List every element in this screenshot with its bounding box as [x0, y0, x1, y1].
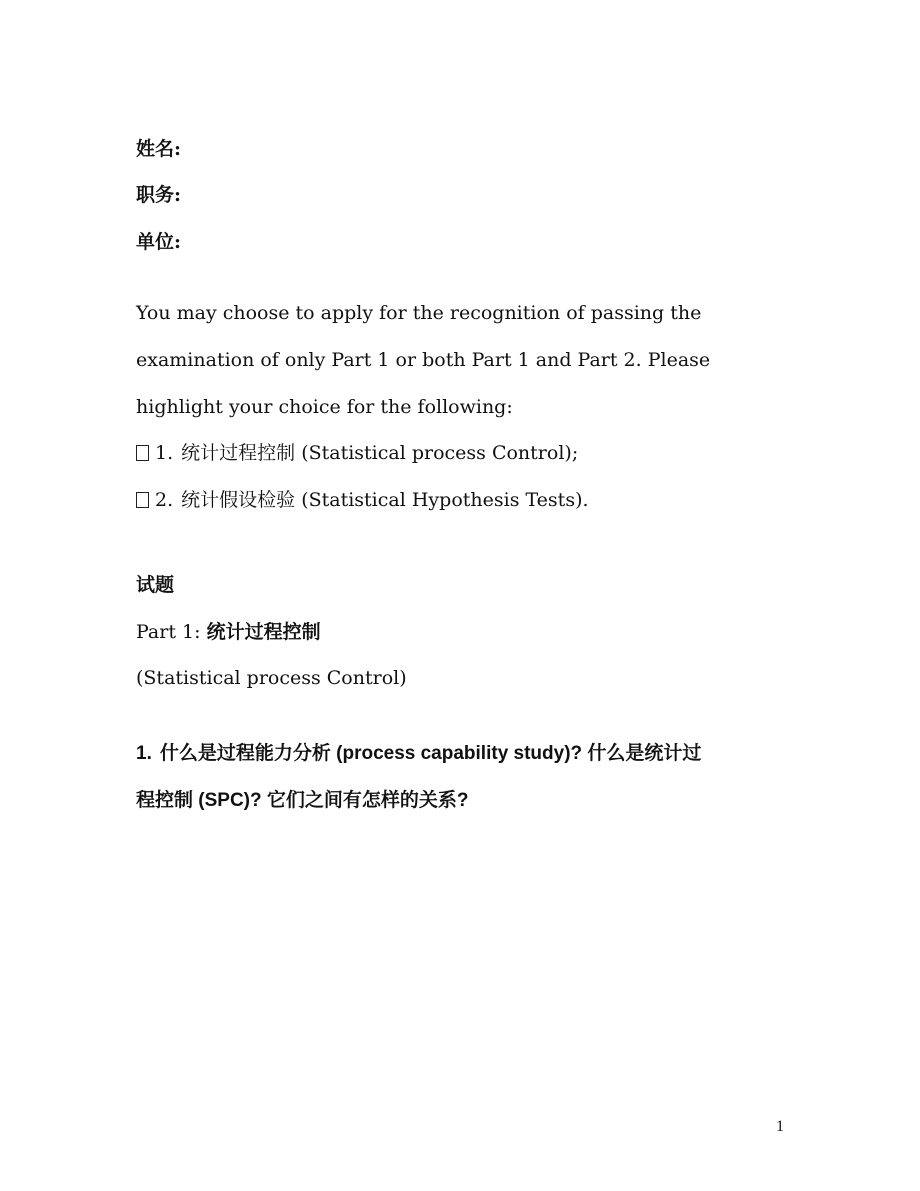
- choice-1-chinese: 统计过程控制: [181, 442, 296, 464]
- choice-2: [136, 487, 589, 513]
- page-number: 1: [776, 1118, 784, 1135]
- unit-label: 单位:: [136, 231, 182, 253]
- choice-1-english: (Statistical process Control);: [295, 442, 579, 464]
- intro-line-3: highlight your choice for the following:: [136, 396, 513, 418]
- intro-line-1: You may choose to apply for the recognition of passing the: [136, 302, 702, 324]
- part-1-subtitle: (Statistical process Control): [136, 667, 407, 689]
- choice-1-number: 1.: [155, 442, 174, 464]
- question-1-text-1: 什么是过程能力分析 (process capability study)? 什么是统计过: [159, 743, 702, 764]
- choice-1: [136, 440, 578, 466]
- question-1-line-2: 程控制 (SPC)? 它们之间有怎样的关系?: [136, 790, 469, 811]
- part-1-chinese-title: 统计过程控制: [206, 621, 321, 643]
- exam-heading: 试题: [136, 574, 175, 596]
- question-1-number: 1.: [136, 743, 152, 764]
- position-label: 职务:: [136, 184, 182, 206]
- question-1-line-1: [136, 741, 701, 767]
- part-1-prefix: Part 1:: [136, 621, 201, 643]
- choice-2-chinese: 统计假设检验: [181, 489, 296, 511]
- choice-2-checkbox[interactable]: [136, 492, 149, 508]
- choice-2-number: 2.: [155, 489, 174, 511]
- name-label: 姓名:: [136, 138, 182, 160]
- choice-1-checkbox[interactable]: [136, 445, 149, 461]
- choice-2-english: (Statistical Hypothesis Tests).: [295, 489, 589, 511]
- part-1-title: [136, 619, 321, 645]
- intro-line-2: examination of only Part 1 or both Part 1 and Part 2. Please: [136, 349, 711, 371]
